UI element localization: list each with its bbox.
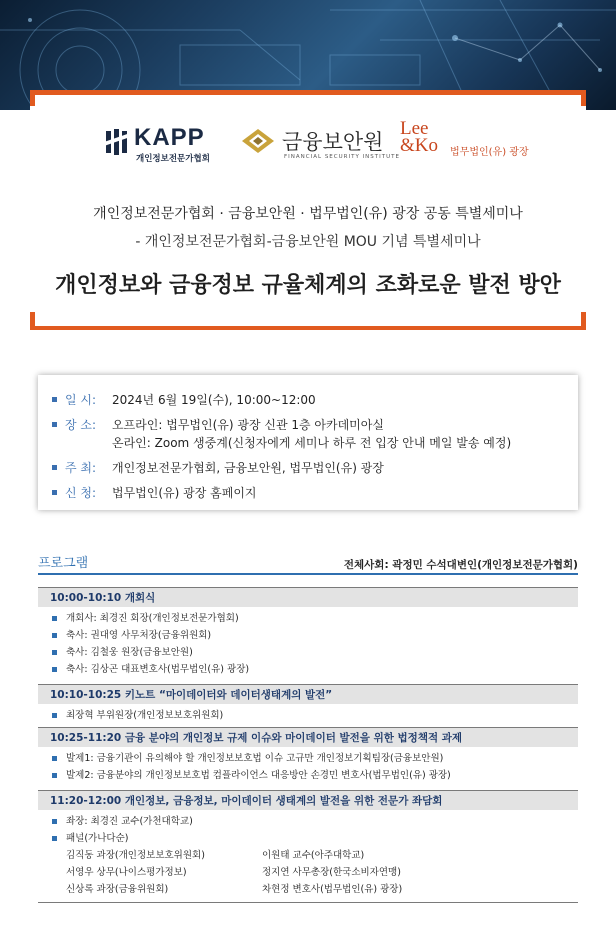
info-value: 온라인: Zoom 생중계(신청자에게 세미나 하루 전 입장 안내 메일 발송 예정) [112,436,512,450]
fsi-logo [238,124,400,164]
info-value: 개인정보전문가협회, 금융보안원, 법무법인(유) 광장 [112,461,384,475]
seminar-subtitle: 개인정보전문가협회 · 금융보안원 · 법무법인(유) 광장 공동 특별세미나 [93,206,523,222]
section-head-panel: 11:20-12:00 개인정보, 금융정보, 마이데이터 생태계의 발전을 위한 전문가 좌담회 [38,790,578,810]
seminar-subtitle-2: - 개인정보전문가협회-금융보안원 MOU 기념 특별세미나 [135,234,481,250]
item-text: 축사: 권대영 사무처장(금융위원회) [66,630,212,641]
event-info-box [38,375,578,510]
bullet-icon [52,633,57,638]
bullet-icon [52,616,57,621]
panelist: 신상록 과장(금융위원회) [66,884,169,895]
info-value: 오프라인: 법무법인(유) 광장 신관 1층 아카데미아실 [112,418,384,432]
panelist: 이원태 교수(아주대학교) [262,850,365,861]
frame-bottom [30,326,586,330]
fsi-subtitle: FINANCIAL SECURITY INSTITUTE [284,154,400,160]
item-text: 최장혁 부위원장(개인정보보호위원회) [66,710,224,721]
leeko-line2: &Ko [400,135,438,156]
item-text: 발제1: 금융기관이 유의해야 할 개인정보보호법 이슈 고규만 개인정보기획팀장(금융보안원) [66,753,444,764]
info-label: 장 소: [65,418,97,432]
fsi-name: 금융보안원 [282,130,384,154]
kapp-name: KAPP [134,124,205,151]
program-host: 전체사회: 곽정민 수석대변인(개인정보전문가협회) [343,559,578,571]
item-text: 패널(가나다순) [66,833,129,844]
item-text: 발제2: 금융분야의 개인정보보호법 컴플라이언스 대응방안 손경민 변호사(법무법인(유) 광장) [66,770,451,781]
panelist: 서영우 상무(나이스평가정보) [66,867,187,878]
info-value: 2024년 6월 19일(수), 10:00~12:00 [112,393,316,407]
leeko-logo [400,120,540,164]
section-head-keynote: 10:10-10:25 키노트 “마이데이터와 데이터생태계의 발전” [38,684,578,704]
frame-left [30,90,35,106]
program-title: 프로그램 [38,556,89,571]
info-label: 일 시: [65,393,97,407]
program-divider [38,573,578,575]
bullet-icon [52,422,57,427]
bullet-icon [52,819,57,824]
bullet-icon [52,756,57,761]
bullet-icon [52,490,57,495]
bullet-icon [52,773,57,778]
item-text: 축사: 김철웅 원장(금융보안원) [66,647,193,658]
frame-top [30,90,586,95]
info-label: 신 청: [65,486,97,500]
info-label: 주 최: [65,461,97,475]
bullet-icon [52,650,57,655]
bullet-icon [52,836,57,841]
bullet-icon [52,713,57,718]
frame-right [581,90,586,106]
bullet-icon [52,667,57,672]
item-text: 좌장: 최경진 교수(가천대학교) [66,816,193,827]
page-title: 개인정보와 금융정보 규율체계의 조화로운 발전 방안 [55,273,561,298]
section-head-presentation: 10:25-11:20 금융 분야의 개인정보 규제 이슈와 마이데이터 발전을 위한 법정책적 과제 [38,727,578,747]
fsi-mark-icon [238,126,278,156]
panelist: 정지연 사무총장(한국소비자연맹) [262,867,401,878]
panelist: 김직동 과장(개인정보보호위원회) [66,850,205,861]
info-value: 법무법인(유) 광장 홈페이지 [112,486,257,500]
bullet-icon [52,397,57,402]
program-bottom-line [38,902,578,903]
item-text: 축사: 김상곤 대표변호사(법무법인(유) 광장) [66,664,250,675]
item-text: 개회사: 최경진 회장(개인정보전문가협회) [66,613,239,624]
logo-row [60,118,560,168]
leeko-subtitle: 법무법인(유) 광장 [450,147,529,158]
leeko-line1: Lee [400,118,429,139]
leeko-wordmark [400,120,438,154]
bullet-icon [52,465,57,470]
kapp-mark-icon [104,127,130,157]
panelist: 차현정 변호사(법무법인(유) 광장) [262,884,403,895]
kapp-subtitle: 개인정보전문가협회 [136,154,210,164]
section-head-opening: 10:00-10:10 개회식 [38,587,578,607]
kapp-logo [104,124,224,164]
